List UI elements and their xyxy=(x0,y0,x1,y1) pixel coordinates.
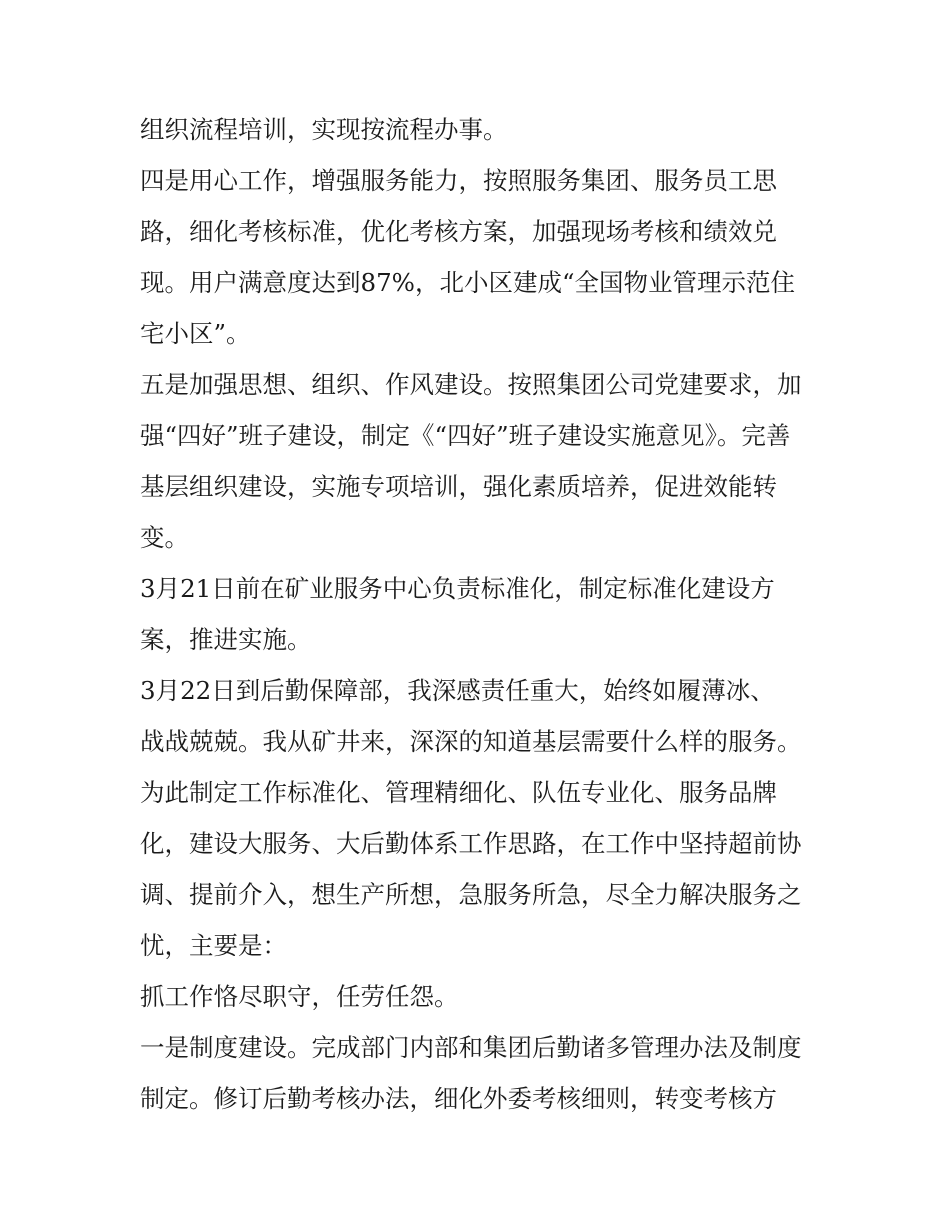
text-line: 五是加强思想、组织、作风建设。按照集团公司党建要求，加 xyxy=(140,370,802,399)
text-line: 忧，主要是： xyxy=(140,931,287,960)
text-line: 宅小区”。 xyxy=(140,319,251,348)
text-line: 组织流程培训，实现按流程办事。 xyxy=(140,115,508,144)
text-line: 现。用户满意度达到87%，北小区建成“全国物业管理示范住 xyxy=(140,268,795,297)
text-line: 一是制度建设。完成部门内部和集团后勤诸多管理办法及制度 xyxy=(140,1033,802,1062)
text-line: 抓工作恪尽职守，任劳任怨。 xyxy=(140,982,459,1011)
document-body xyxy=(140,104,820,1124)
text-line: 路，细化考核标准，优化考核方案，加强现场考核和绩效兑 xyxy=(140,217,777,246)
text-line: 变。 xyxy=(140,523,189,552)
text-line: 为此制定工作标准化、管理精细化、队伍专业化、服务品牌 xyxy=(140,778,777,807)
text-line: 案，推进实施。 xyxy=(140,625,312,654)
text-line: 制定。修订后勤考核办法，细化外委考核细则，转变考核方 xyxy=(140,1084,777,1113)
text-line: 调、提前介入，想生产所想，急服务所急，尽全力解决服务之 xyxy=(140,880,802,909)
text-line: 基层组织建设，实施专项培训，强化素质培养，促进效能转 xyxy=(140,472,777,501)
text-line: 3月21日前在矿业服务中心负责标准化，制定标准化建设方 xyxy=(140,574,775,603)
text-line: 战战兢兢。我从矿井来，深深的知道基层需要什么样的服务。 xyxy=(140,727,802,756)
text-line: 化，建设大服务、大后勤体系工作思路，在工作中坚持超前协 xyxy=(140,829,802,858)
text-line: 强“四好”班子建设，制定《“四好”班子建设实施意见》。完善 xyxy=(140,421,791,450)
text-line: 3月22日到后勤保障部，我深感责任重大，始终如履薄冰、 xyxy=(140,676,775,705)
text-line: 四是用心工作，增强服务能力，按照服务集团、服务员工思 xyxy=(140,166,777,195)
